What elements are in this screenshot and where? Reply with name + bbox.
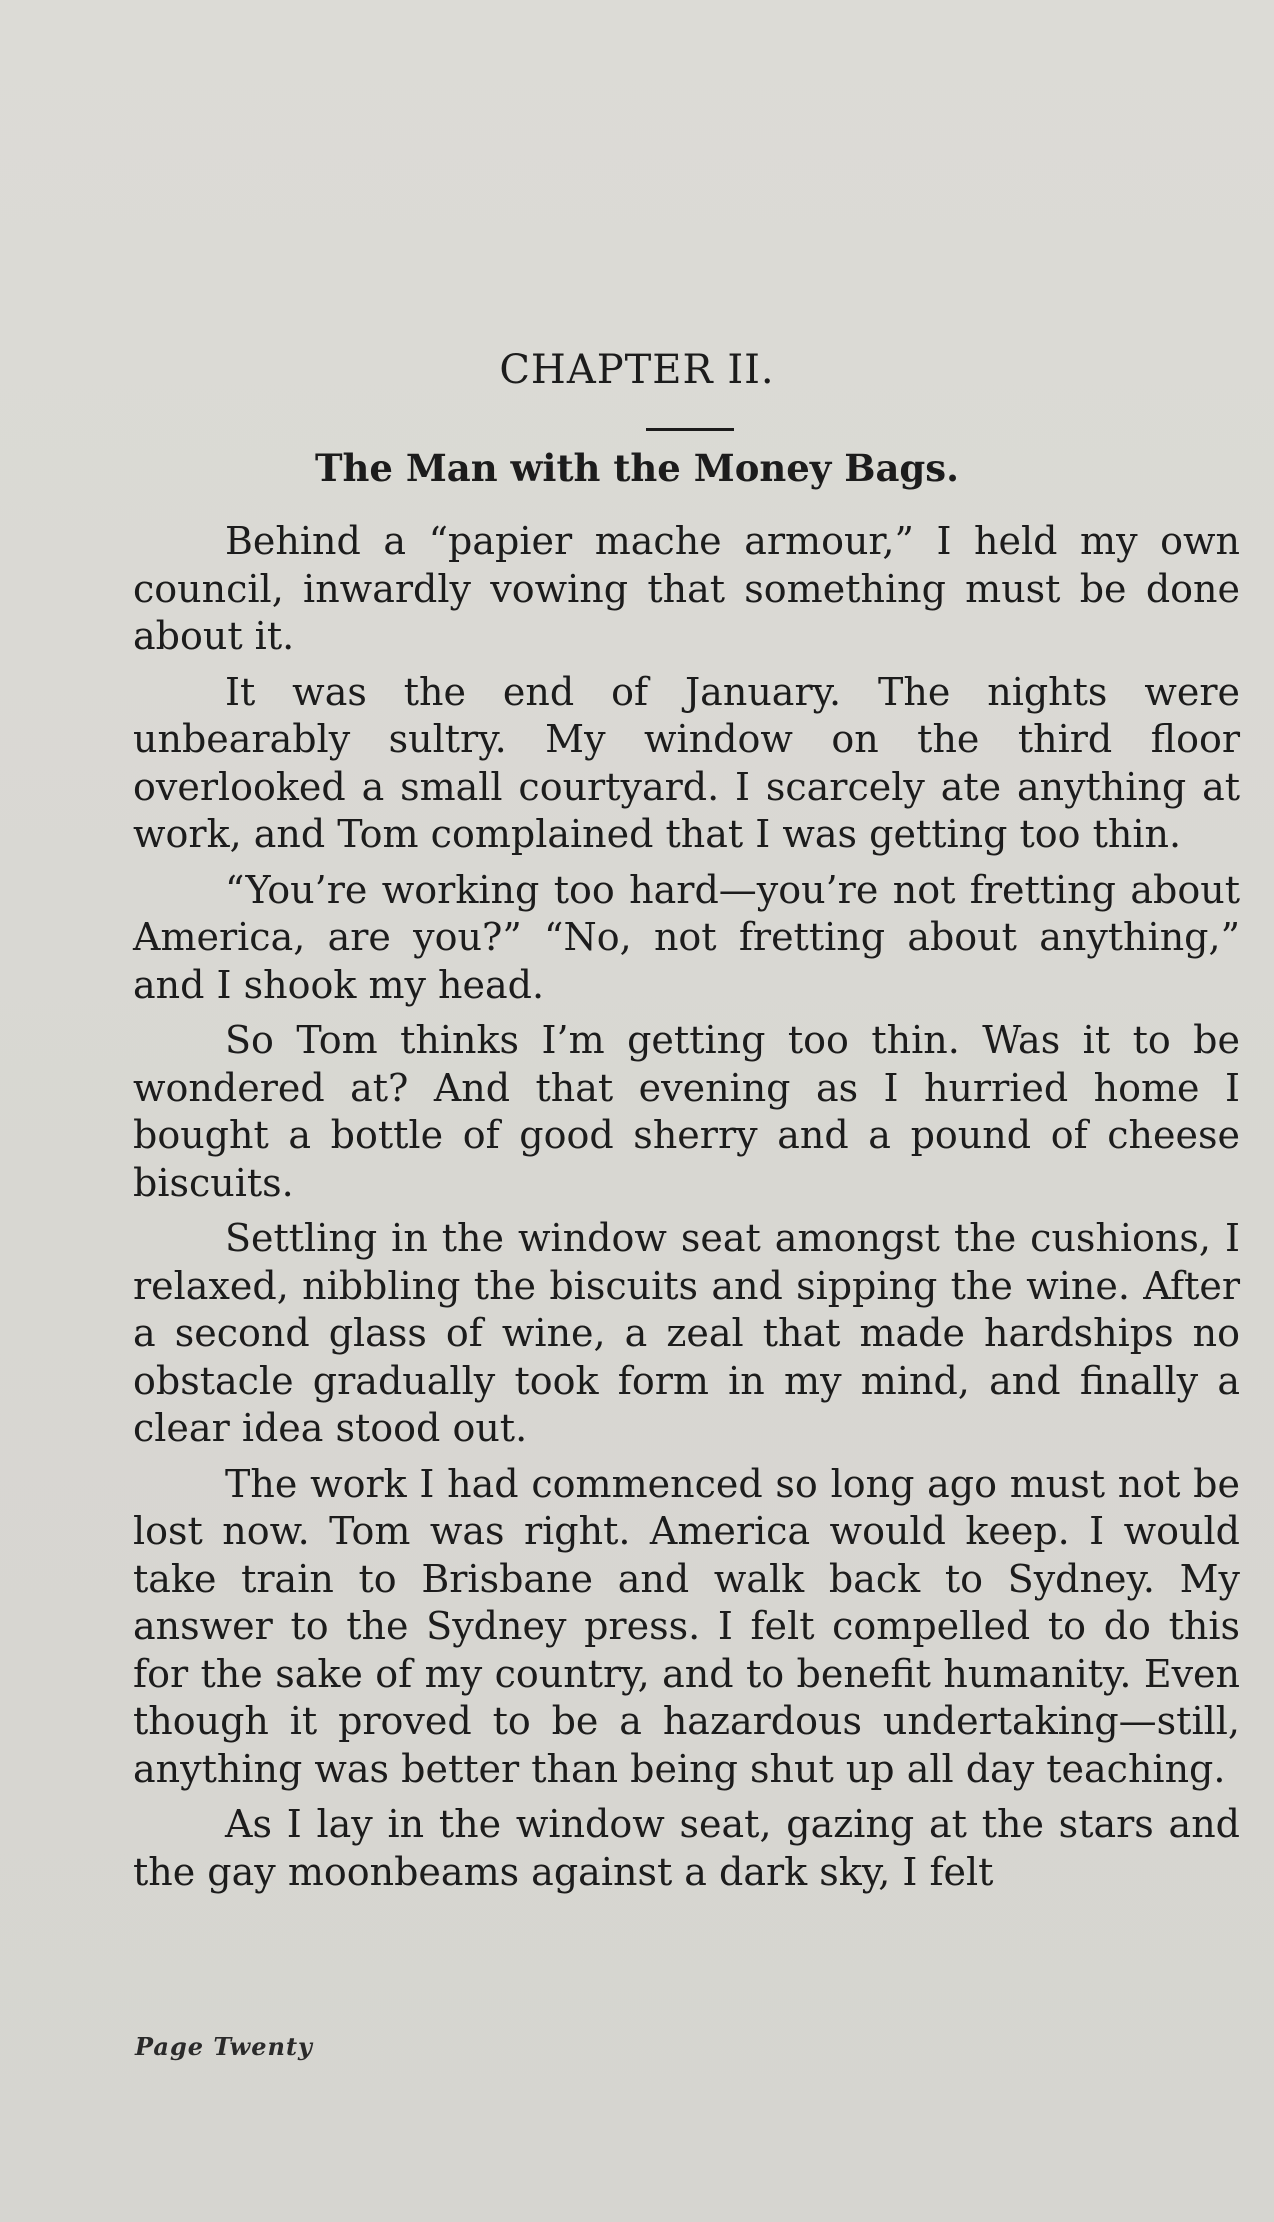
paragraph: The work I had commenced so long ago must not be lost now. Tom was right. America would keep. I would take train to Brisbane and walk back to Sydney. My answer to the Sydney press. I felt compelled to do this for the sake of my country, and to benefit humanity. Even though it proved to be a hazardous undertaking—still, anything was better than being shut up all day teaching.	[133, 1461, 1240, 1791]
paragraph: “You’re working too hard—you’re not fretting about America, are you?” “No, not fretting about anything,” and I shook my head.	[133, 867, 1240, 1007]
paragraph: Settling in the window seat amongst the cushions, I relaxed, nibbling the biscuits and sipping the wine. After a second glass of wine, a zeal that made hardships no obstacle gradually took form in my mind, and finally a clear idea stood out.	[133, 1216, 1240, 1450]
paragraph: So Tom thinks I’m getting too thin. Was it to be wondered at? And that evening as I hurried home I bought a bottle of good sherry and a pound of cheese biscuits.	[133, 1018, 1240, 1205]
paragraph: As I lay in the window seat, gazing at the stars and the gay moonbeams against a dark sky, I felt	[133, 1802, 1240, 1894]
title-rule	[646, 428, 734, 431]
body-text	[133, 518, 1240, 1904]
paragraph: Behind a “papier mache armour,” I held my own council, inwardly vowing that something must be done about it.	[133, 519, 1240, 658]
paragraph: It was the end of January. The nights were unbearably sultry. My window on the third floor overlooked a small courtyard. I scarcely ate anything at work, and Tom complained that I was getting too thin.	[133, 669, 1240, 856]
chapter-title: CHAPTER II.	[499, 347, 775, 393]
chapter-subtitle: The Man with the Money Bags.	[314, 446, 960, 490]
page-number: Page Twenty	[135, 2032, 313, 2061]
